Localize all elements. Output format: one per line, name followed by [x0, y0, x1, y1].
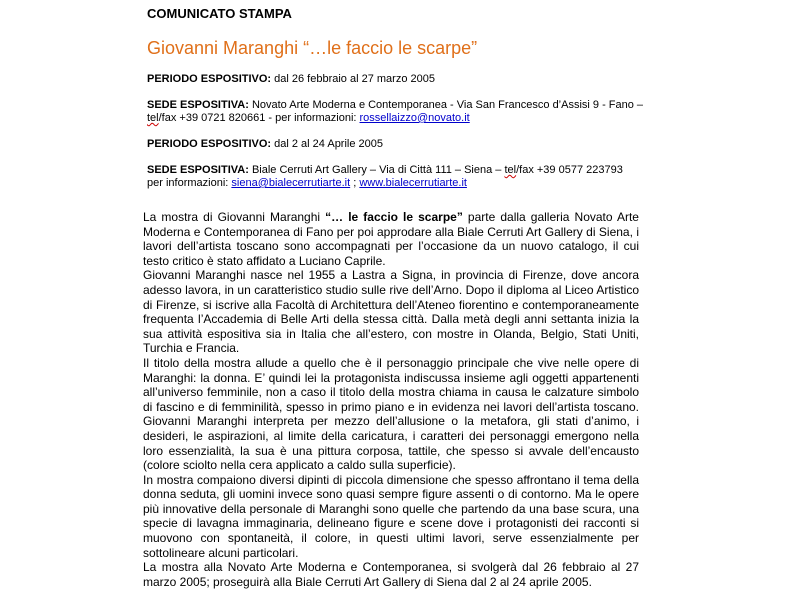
venue-2-value: Biale Cerruti Art Gallery – Via di Città 111 – Siena –	[251, 164, 502, 176]
venue-2	[147, 164, 667, 190]
venue-2-separator: ;	[353, 177, 357, 189]
paragraph-3: Il titolo della mostra allude a quello che è il personaggio principale che vive nelle opere di Maranghi: la donna. E’ quindi lei la protagonista indiscussa insieme agli oggetti appartenenti all’universo femminile, non a caso il titolo della mostra chiama in causa le calzature simbolo di fascino e di femminilità, spesso in primo piano e in evidenza nei lavori dell’artista toscano. Giovanni Maranghi interpreta per mezzo dell’allusione o la metafora, gli stati d’animo, i desideri, le aspirazioni, al limite della caricatura, i caratteri dei personaggi emergono nella loro essenzialità, la sua è una pittura corposa, tattile, che spesso si avvale dell’encausto (colore sciolto nella cera applicato a caldo sulla superficie).	[143, 355, 639, 473]
paragraph-2: Giovanni Maranghi nasce nel 1955 a Lastra a Signa, in provincia di Firenze, dove ancora adesso lavora, in un caratteristico studio sulle rive dell’Arno. Dopo il diploma al Liceo Artistico di Firenze, si iscrive alla Facoltà di Architettura dell’Ateneo fiorentino e contemporaneamente frequenta l’Accademia di Belle Arti della stessa città. Dalla metà degli anni settanta inizia la sua attività espositiva sia in Italia che all’estero, con mostre in Olanda, Belgio, Stati Uniti, Turchia e Francia.	[143, 268, 639, 356]
period-1	[147, 73, 667, 86]
body-text	[143, 210, 639, 589]
venue-2-tel: /fax +39 0577 223793	[516, 164, 623, 176]
period-2-label: PERIODO ESPOSITIVO:	[147, 138, 272, 150]
paragraph-1-rest: parte dalla galleria Novato Arte Moderna e Contemporanea di Fano per poi approdare alla Biale Cerruti Art Gallery di Siena, i lavori dell’artista toscano sono accompagnati per l’occasione da un nuovo catalogo, il cui testo critico è stato affidato a Luciano Caprile.	[143, 210, 639, 268]
exhibition-title: Giovanni Maranghi “…le faccio le scarpe”	[147, 38, 478, 58]
venue-1-email-link[interactable]: rossellaizzo@novato.it	[359, 112, 470, 124]
venue-1-tel: /fax +39 0721 820661 - per informazioni:	[158, 112, 357, 124]
venue-1-value: Novato Arte Moderna e Contemporanea - Via San Francesco d’Assisi 9 - Fano –	[251, 99, 644, 111]
venue-2-email-link[interactable]: siena@bialecerrutiarte.it	[231, 177, 351, 189]
press-release-label: COMUNICATO STAMPA	[147, 6, 292, 21]
period-1-value: dal 26 febbraio al 27 marzo 2005	[274, 73, 435, 85]
paragraph-1-title: “… le faccio le scarpe”	[325, 210, 463, 224]
venue-2-info-label: per informazioni:	[147, 177, 229, 189]
venue-1-label: SEDE ESPOSITIVA:	[147, 99, 249, 111]
venue-2-website-link[interactable]: www.bialecerrutiarte.it	[359, 177, 467, 189]
venue-2-tel-word: tel	[504, 164, 517, 176]
paragraph-5: La mostra alla Novato Arte Moderna e Contemporanea, si svolgerà dal 26 febbraio al 27 marzo 2005; proseguirà alla Biale Cerruti Art Gallery di Siena dal 2 al 24 aprile 2005.	[143, 560, 639, 589]
venue-1	[147, 99, 667, 125]
venue-1-tel-word: tel	[147, 112, 159, 124]
paragraph-1-start: La mostra di Giovanni Maranghi	[143, 210, 321, 224]
press-header	[147, 6, 667, 190]
period-2	[147, 138, 667, 151]
paragraph-1	[143, 210, 639, 268]
venue-2-label: SEDE ESPOSITIVA:	[147, 164, 249, 176]
period-2-value: dal 2 al 24 Aprile 2005	[274, 138, 384, 150]
period-1-label: PERIODO ESPOSITIVO:	[147, 73, 272, 85]
paragraph-4: In mostra compaiono diversi dipinti di piccola dimensione che spesso affrontano il tema della donna seduta, gli uomini invece sono quasi sempre figure assenti o di contorno. Ma le opere più innovative della personale di Maranghi sono quelle che partendo da una base scura, una specie di lavagna immaginaria, delineano figure e scene dove i protagonisti dei racconti si muovono con spontaneità, il colore, in questi ultimi lavori, serve essenzialmente per sottolineare alcuni particolari.	[143, 472, 639, 560]
